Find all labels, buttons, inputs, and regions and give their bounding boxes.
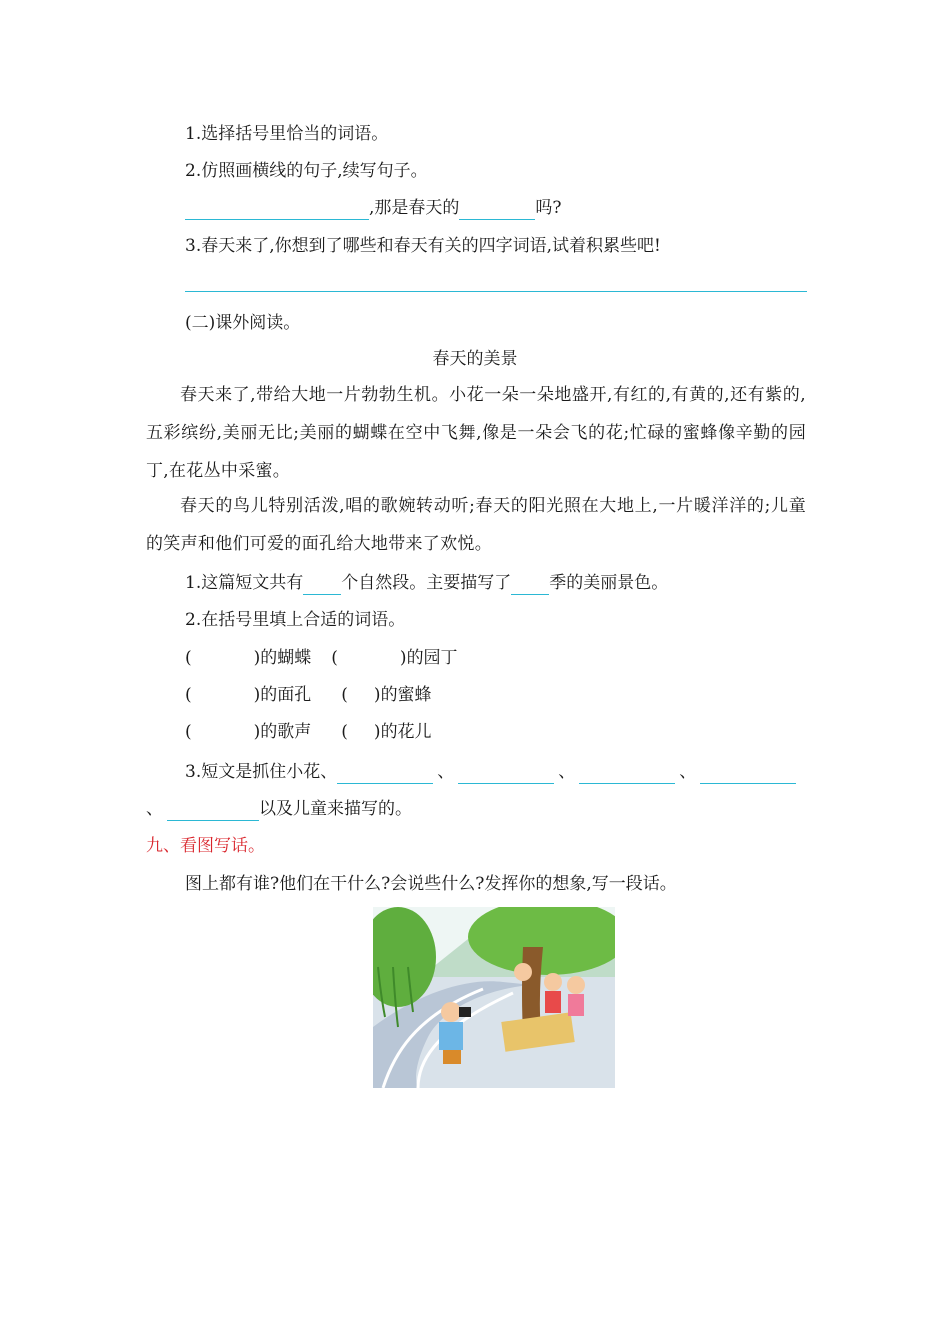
paren-blank[interactable]: ( ): [185, 685, 261, 705]
paren-blank[interactable]: ( ): [341, 685, 381, 705]
separator: 、: [679, 762, 697, 782]
section-extracurricular-reading: (二)课外阅读。: [185, 313, 301, 333]
child-body: [568, 994, 584, 1016]
child-body: [545, 991, 561, 1013]
q2-end-text: 吗?: [535, 198, 562, 218]
answer-blank[interactable]: [303, 574, 341, 595]
r1-text-c: 季的美丽景色。: [549, 573, 669, 593]
child-head: [514, 963, 532, 981]
section-nine-heading: 九、看图写话。: [146, 836, 265, 856]
r1-text-b: 个自然段。主要描写了: [341, 573, 512, 593]
reading-question-1: [185, 571, 668, 595]
pair-word: 的蜜蜂: [380, 685, 432, 705]
answer-blank[interactable]: [511, 574, 549, 595]
reading-question-3: [185, 760, 796, 784]
paren-blank[interactable]: ( ): [341, 722, 381, 742]
photographer-head: [441, 1002, 461, 1022]
pair-word: 的园丁: [406, 648, 458, 668]
question-1: 1.选择括号里恰当的词语。: [185, 124, 389, 144]
question-3: 3.春天来了,你想到了哪些和春天有关的四字词语,试着积累些吧!: [185, 236, 661, 256]
answer-blank[interactable]: [700, 763, 796, 784]
q2-mid-text: ,那是春天的: [369, 198, 460, 218]
r3-start: 3.短文是抓住小花、: [185, 762, 338, 782]
paren-blank[interactable]: ( ): [331, 648, 407, 668]
camera-icon: [459, 1007, 471, 1017]
child-head: [567, 976, 585, 994]
photographer-legs: [443, 1050, 461, 1064]
answer-blank[interactable]: [185, 199, 369, 220]
passage-title: 春天的美景: [432, 349, 518, 369]
answer-blank[interactable]: [579, 763, 675, 784]
reading-question-3-cont: [146, 797, 412, 821]
r1-text-a: 1.这篇短文共有: [185, 573, 304, 593]
pair-word: 的蝴蝶: [260, 648, 312, 668]
photographer-body: [439, 1022, 463, 1050]
section-nine-prompt: 图上都有谁?他们在干什么?会说些什么?发挥你的想象,写一段话。: [185, 874, 677, 894]
question-2-fill-line: [185, 196, 562, 220]
separator: 、: [146, 799, 163, 819]
passage-paragraph-2: 春天的鸟儿特别活泼,唱的歌婉转动听;春天的阳光照在大地上,一片暖洋洋的;儿童的笑声和他们可爱的面孔给大地带来了欢悦。: [146, 496, 806, 554]
word-pair-row-3: [185, 720, 432, 744]
pair-word: 的歌声: [260, 722, 312, 742]
r3-end: 以及儿童来描写的。: [259, 799, 412, 819]
answer-blank[interactable]: [459, 199, 535, 220]
pair-word: 的花儿: [380, 722, 432, 742]
word-pair-row-1: [185, 646, 458, 670]
answer-blank[interactable]: [337, 763, 433, 784]
child-head: [544, 973, 562, 991]
answer-line-long[interactable]: [185, 291, 807, 292]
separator: 、: [558, 762, 576, 782]
passage-paragraph-1: 春天来了,带给大地一片勃勃生机。小花一朵一朵地盛开,有红的,有黄的,还有紫的,五彩缤纷,美丽无比;美丽的蝴蝶在空中飞舞,像是一朵会飞的花;忙碌的蜜蜂像辛勤的园丁,在花丛中采蜜。: [146, 385, 806, 481]
answer-blank[interactable]: [167, 800, 259, 821]
illustration-children-photo: [373, 907, 615, 1088]
question-2: 2.仿照画横线的句子,续写句子。: [185, 161, 428, 181]
pair-word: 的面孔: [260, 685, 312, 705]
word-pair-row-2: [185, 683, 432, 707]
separator: 、: [437, 762, 455, 782]
answer-blank[interactable]: [458, 763, 554, 784]
reading-question-2: 2.在括号里填上合适的词语。: [185, 610, 406, 630]
paren-blank[interactable]: ( ): [185, 722, 261, 742]
paren-blank[interactable]: ( ): [185, 648, 261, 668]
